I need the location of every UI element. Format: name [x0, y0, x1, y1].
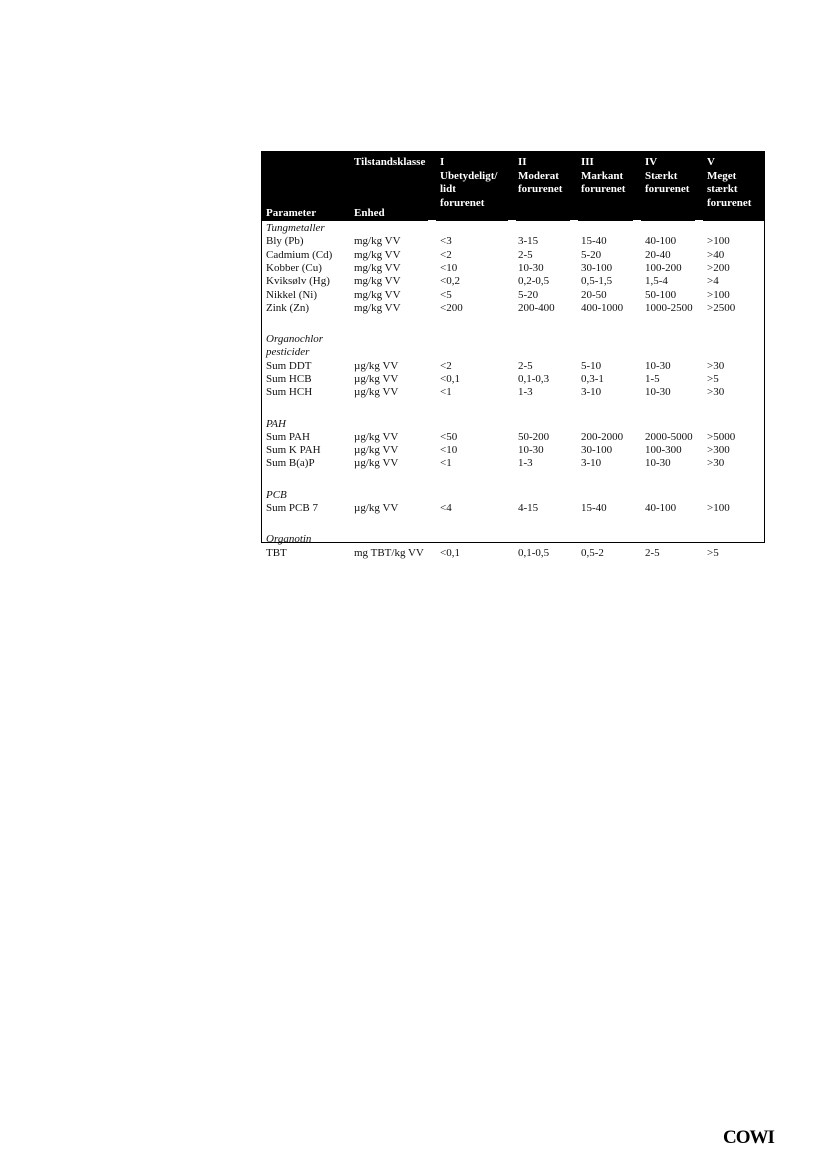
unit-cell: µg/kg VV: [354, 430, 399, 443]
unit-cell: mg/kg VV: [354, 235, 401, 248]
class-2-cell: 2-5: [518, 248, 533, 261]
class-5-cell: >2500: [707, 301, 736, 314]
header-class-2: [518, 156, 562, 197]
class-2-cell: 4-15: [518, 501, 539, 514]
header-class-line: III: [581, 156, 594, 168]
class-1-cell: <1: [440, 386, 452, 399]
class-1-cell: <10: [440, 261, 458, 274]
header-class-line: forurenet: [581, 183, 626, 195]
parameter-cell: Nikkel (Ni): [266, 288, 318, 301]
class-1-cell: <5: [440, 288, 452, 301]
header-class-line: I: [440, 156, 445, 168]
class-5-cell: >5: [707, 372, 719, 385]
class-5-cell: >40: [707, 248, 725, 261]
class-4-cell: 20-40: [645, 248, 671, 261]
unit-cell: mg/kg VV: [354, 261, 401, 274]
class-1-cell: <200: [440, 301, 463, 314]
header-divider: [428, 220, 436, 221]
unit-cell: mg TBT/kg VV: [354, 546, 424, 559]
parameter-cell: Sum PCB 7: [266, 501, 318, 514]
parameter-cell: Zink (Zn): [266, 301, 310, 314]
unit-cell: mg/kg VV: [354, 301, 401, 314]
class-2-cell: 50-200: [518, 430, 550, 443]
class-3-cell: 15-40: [581, 235, 607, 248]
header-class-line: forurenet: [440, 196, 485, 209]
class-4-cell: 2000-5000: [645, 430, 693, 443]
parameter-cell: Sum PAH: [266, 430, 310, 443]
class-3-cell: 3-10: [581, 457, 602, 470]
class-4-cell: 50-100: [645, 288, 677, 301]
class-2-cell: 200-400: [518, 301, 555, 314]
unit-cell: µg/kg VV: [354, 372, 399, 385]
section-title: Organotin: [266, 533, 312, 546]
header-class-line: forurenet: [707, 196, 752, 209]
class-3-cell: 20-50: [581, 288, 607, 301]
class-5-cell: >100: [707, 288, 730, 301]
header-tilstandsklasse: Tilstandsklasse: [354, 156, 426, 168]
class-1-cell: <0,1: [440, 372, 460, 385]
header-enhed: Enhed: [354, 207, 385, 219]
class-4-cell: 10-30: [645, 359, 671, 372]
class-3-cell: 5-20: [581, 248, 602, 261]
unit-cell: mg/kg VV: [354, 288, 401, 301]
class-2-cell: 10-30: [518, 444, 544, 457]
class-1-cell: <2: [440, 248, 452, 261]
class-3-cell: 30-100: [581, 444, 613, 457]
class-3-cell: 30-100: [581, 261, 613, 274]
section-title: Organochlor: [266, 333, 324, 346]
class-4-cell: 1000-2500: [645, 301, 693, 314]
header-class-line: Meget: [707, 169, 737, 182]
parameter-cell: Kviksølv (Hg): [266, 275, 330, 288]
unit-cell: µg/kg VV: [354, 501, 399, 514]
table-header: [262, 152, 764, 221]
class-1-cell: <0,2: [440, 275, 460, 288]
parameter-cell: Sum B(a)P: [266, 457, 315, 470]
class-2-cell: 2-5: [518, 359, 533, 372]
class-5-cell: >5: [707, 546, 719, 559]
class-2-cell: 0,2-0,5: [518, 275, 550, 288]
class-5-cell: >30: [707, 457, 725, 470]
class-4-cell: 2-5: [645, 546, 660, 559]
class-5-cell: >200: [707, 261, 730, 274]
class-2-cell: 0,1-0,5: [518, 546, 550, 559]
class-5-cell: >4: [707, 275, 719, 288]
section-title: pesticider: [266, 346, 310, 359]
parameter-cell: Sum K PAH: [266, 444, 321, 457]
class-1-cell: <10: [440, 444, 458, 457]
header-class-line: Moderat: [518, 169, 559, 182]
class-4-cell: 40-100: [645, 501, 677, 514]
header-class-4: [645, 156, 689, 197]
header-class-line: forurenet: [645, 183, 690, 195]
parameter-cell: Sum HCH: [266, 386, 313, 399]
header-class-5: [707, 156, 751, 210]
header-parameter: Parameter: [266, 207, 317, 219]
class-3-cell: 0,5-2: [581, 546, 604, 559]
class-4-cell: 1,5-4: [645, 275, 668, 288]
class-2-cell: 1-3: [518, 457, 533, 470]
header-divider: [695, 220, 703, 221]
header-class-line: forurenet: [518, 183, 563, 195]
header-divider: [570, 220, 578, 221]
header-class-line: stærkt: [707, 183, 738, 195]
class-1-cell: <2: [440, 359, 452, 372]
class-2-cell: 1-3: [518, 386, 533, 399]
header-class-3: [581, 156, 625, 197]
class-4-cell: 100-200: [645, 261, 682, 274]
threshold-table: [261, 151, 765, 559]
unit-cell: µg/kg VV: [354, 457, 399, 470]
parameter-cell: Bly (Pb): [266, 235, 304, 248]
class-5-cell: >30: [707, 359, 725, 372]
header-divider: [508, 220, 516, 221]
parameter-cell: Sum HCB: [266, 372, 312, 385]
section-title: PAH: [266, 417, 286, 430]
cowi-logo: COWI: [723, 1127, 774, 1148]
unit-cell: µg/kg VV: [354, 359, 399, 372]
class-4-cell: 100-300: [645, 444, 682, 457]
unit-cell: mg/kg VV: [354, 275, 401, 288]
header-class-line: IV: [645, 156, 658, 168]
class-5-cell: >100: [707, 501, 730, 514]
class-5-cell: >5000: [707, 430, 736, 443]
class-3-cell: 400-1000: [581, 301, 624, 314]
class-4-cell: 40-100: [645, 235, 677, 248]
header-divider: [633, 220, 641, 221]
class-4-cell: 1-5: [645, 372, 660, 385]
section-title: PCB: [266, 488, 287, 501]
class-1-cell: <3: [440, 235, 452, 248]
class-3-cell: 0,5-1,5: [581, 275, 613, 288]
scanned-caption-fragment: [262, 143, 332, 149]
header-class-line: II: [518, 156, 527, 168]
header-class-line: Ubetydeligt/: [440, 169, 498, 182]
parameter-cell: TBT: [266, 546, 287, 559]
class-2-cell: 0,1-0,3: [518, 372, 550, 385]
parameter-cell: Sum DDT: [266, 359, 312, 372]
class-1-cell: <0,1: [440, 546, 460, 559]
parameter-cell: Kobber (Cu): [266, 261, 322, 274]
class-2-cell: 5-20: [518, 288, 539, 301]
section-title: Tungmetaller: [266, 222, 325, 234]
header-class-line: lidt: [440, 183, 456, 195]
class-3-cell: 3-10: [581, 386, 602, 399]
unit-cell: µg/kg VV: [354, 444, 399, 457]
class-4-cell: 10-30: [645, 386, 671, 399]
unit-cell: µg/kg VV: [354, 386, 399, 399]
class-3-cell: 5-10: [581, 359, 602, 372]
header-class-line: Markant: [581, 169, 624, 182]
unit-cell: mg/kg VV: [354, 248, 401, 261]
class-5-cell: >30: [707, 386, 725, 399]
class-3-cell: 0,3-1: [581, 372, 604, 385]
class-3-cell: 200-2000: [581, 430, 624, 443]
header-class-line: V: [707, 156, 715, 168]
header-class-line: Stærkt: [645, 169, 678, 182]
class-4-cell: 10-30: [645, 457, 671, 470]
class-2-cell: 10-30: [518, 261, 544, 274]
class-1-cell: <1: [440, 457, 452, 470]
class-5-cell: >100: [707, 235, 730, 248]
class-2-cell: 3-15: [518, 235, 539, 248]
class-5-cell: >300: [707, 444, 730, 457]
header-class-1: [440, 156, 497, 210]
class-1-cell: <4: [440, 501, 452, 514]
parameter-cell: Cadmium (Cd): [266, 248, 333, 261]
class-1-cell: <50: [440, 430, 458, 443]
class-3-cell: 15-40: [581, 501, 607, 514]
